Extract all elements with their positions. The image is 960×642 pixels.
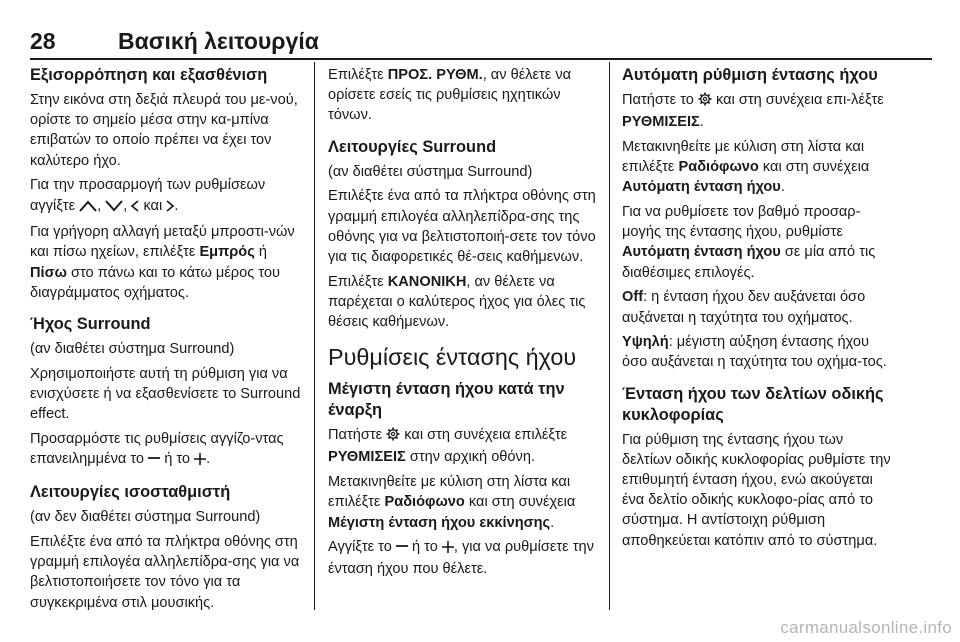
chevron-right-icon bbox=[166, 198, 174, 218]
column-divider-2 bbox=[609, 62, 610, 610]
running-title: Βασική λειτουργία bbox=[118, 28, 319, 54]
chevron-down-icon bbox=[105, 198, 123, 218]
surround-availability: (αν διαθέτει σύστημα Surround) bbox=[30, 341, 235, 358]
auto-volume-off-option: Off: η ένταση ήχου δεν αυξάνεται όσο αυξάνεται η ταχύτητα του οχήματος. bbox=[622, 289, 866, 326]
auto-volume-paragraph-2: Μετακινηθείτε με κύλιση στη λίστα και επιλέξτε Ραδιόφωνο και στη συνέχεια Αυτόματη ένταση ήχου. bbox=[622, 138, 870, 196]
equalizer-modes-heading: Λειτουργίες ισοσταθμιστή bbox=[30, 483, 231, 502]
balance-paragraph-2: Για την προσαρμογή των ρυθμίσεων αγγίξτε , , και . bbox=[30, 175, 302, 217]
surround-functions-availability: (αν διαθέτει σύστημα Surround) bbox=[328, 163, 533, 180]
chevron-left-icon bbox=[131, 198, 139, 218]
column-divider-1 bbox=[314, 62, 315, 610]
auto-volume-paragraph-3: Για να ρυθμίσετε τον βαθμό προσαρ-μογής της έντασης ήχου, ρυθμίστε Αυτόματη ένταση ήχου σε μία από τις διαθέσιμες επιλογές. bbox=[622, 204, 876, 281]
column-1 bbox=[30, 65, 302, 617]
equalizer-paragraph-1: Επιλέξτε ένα από τα πλήκτρα οθόνης στη γραμμή επιλογέα αλληλεπίδρα-σης για να βελτιστοποιήσετε τον τόνο για τα συγκεκριμένα στιλ μουσικής. bbox=[30, 533, 300, 611]
column-3 bbox=[622, 65, 894, 555]
auto-volume-heading: Αυτόματη ρύθμιση έντασης ήχου bbox=[622, 66, 878, 84]
page-number: 28 bbox=[30, 28, 56, 54]
minus-icon bbox=[396, 539, 408, 559]
max-volume-paragraph-2: Μετακινηθείτε με κύλιση στη λίστα και επιλέξτε Ραδιόφωνο και στη συνέχεια Μέγιστη ένταση ήχου εκκίνησης. bbox=[328, 474, 576, 531]
column-2 bbox=[328, 65, 600, 584]
balance-paragraph-3: Για γρήγορη αλλαγή μεταξύ μπροστι-νών και πίσω ηχείων, επιλέξτε Εμπρός ή Πίσω στο πάνω και το κάτω μέρος του διαγράμματος οχήματος. bbox=[30, 224, 295, 301]
max-volume-paragraph-3: Αγγίξτε το ή το , για να ρυθμίσετε την ένταση ήχου που θέλετε. bbox=[328, 539, 594, 578]
max-startup-volume-heading: Μέγιστη ένταση ήχου κατά την έναρξη bbox=[328, 380, 565, 420]
settings-gear-icon bbox=[386, 427, 400, 447]
balance-paragraph-1: Στην εικόνα στη δεξιά πλευρά του με-νού, ορίστε το σημείο μέσα στην κα-μπίνα επιβατών το οποίο πρέπει να έχει τον καλύτερο ήχο. bbox=[30, 92, 298, 169]
surround-paragraph-2: Προσαρμόστε τις ρυθμίσεις αγγίζο-ντας επανειλημμένα το ή το . bbox=[30, 429, 302, 471]
volume-settings-heading: Ρυθμίσεις έντασης ήχου bbox=[328, 344, 577, 371]
surround-functions-paragraph-2: Επιλέξτε ΚΑΝΟΝΙΚΗ, αν θέλετε να παρέχεται ο καλύτερος ήχος για όλες τις θέσεις καθήμενων. bbox=[328, 273, 586, 331]
surround-functions-heading: Λειτουργίες Surround bbox=[328, 137, 497, 156]
chevron-up-icon bbox=[79, 198, 97, 218]
traffic-announcement-paragraph: Για ρύθμιση της έντασης ήχου των δελτίων οδικής κυκλοφορίας ρυθμίστε την επιθυμητή ένταση ήχου, ενώ ακούγεται ένα δελτίο οδικής κυκλοφο-ρίας από το σύστημα. Η αντίστοιχη ρύθμιση αποθηκεύεται κατόπιν από το σύστημα. bbox=[622, 431, 891, 549]
equalizer-availability: (αν δεν διαθέτει σύστημα Surround) bbox=[30, 509, 261, 526]
watermark: carmanualsonline.info bbox=[780, 618, 952, 637]
max-volume-paragraph-1: Πατήστε και στη συνέχεια επιλέξτε ΡΥΘΜΙΣΕΙΣ στην αρχική οθόνη. bbox=[328, 427, 568, 466]
auto-volume-paragraph-1: Πατήστε το και στη συνέχεια επι-λέξτε ΡΥΘΜΙΣΕΙΣ. bbox=[622, 92, 884, 131]
plus-icon bbox=[194, 451, 206, 471]
traffic-announcement-volume-heading: Ένταση ήχου των δελτίων οδικής κυκλοφορίας bbox=[622, 384, 884, 424]
balance-fade-heading: Εξισορρόπηση και εξασθένιση bbox=[30, 66, 268, 84]
surround-paragraph-1: Χρησιμοποιήστε αυτή τη ρύθμιση για να ενισχύσετε ή να εξασθενίσετε το Surround effect. bbox=[30, 365, 301, 423]
surround-sound-heading: Ήχος Surround bbox=[30, 315, 151, 334]
surround-functions-paragraph-1: Επιλέξτε ένα από τα πλήκτρα οθόνης στη γραμμή επιλογέα αλληλεπίδρα-σης της οθόνης για να βελτιστοποιή-σετε τον τόνο για τις διαφορετικές θέ-σεις καθήμενων. bbox=[328, 188, 596, 265]
plus-icon bbox=[442, 539, 454, 559]
settings-gear-icon bbox=[698, 92, 712, 112]
header-rule bbox=[30, 58, 932, 60]
page-header bbox=[0, 0, 960, 58]
custom-settings-paragraph: Επιλέξτε ΠΡΟΣ. ΡΥΘΜ., αν θέλετε να ορίσετε εσείς τις ρυθμίσεις ηχητικών τόνων. bbox=[328, 67, 572, 124]
auto-volume-high-option: Υψηλή: μέγιστη αύξηση έντασης ήχου όσο αυξάνεται η ταχύτητα του οχήμα-τος. bbox=[622, 334, 887, 371]
minus-icon bbox=[148, 451, 160, 471]
